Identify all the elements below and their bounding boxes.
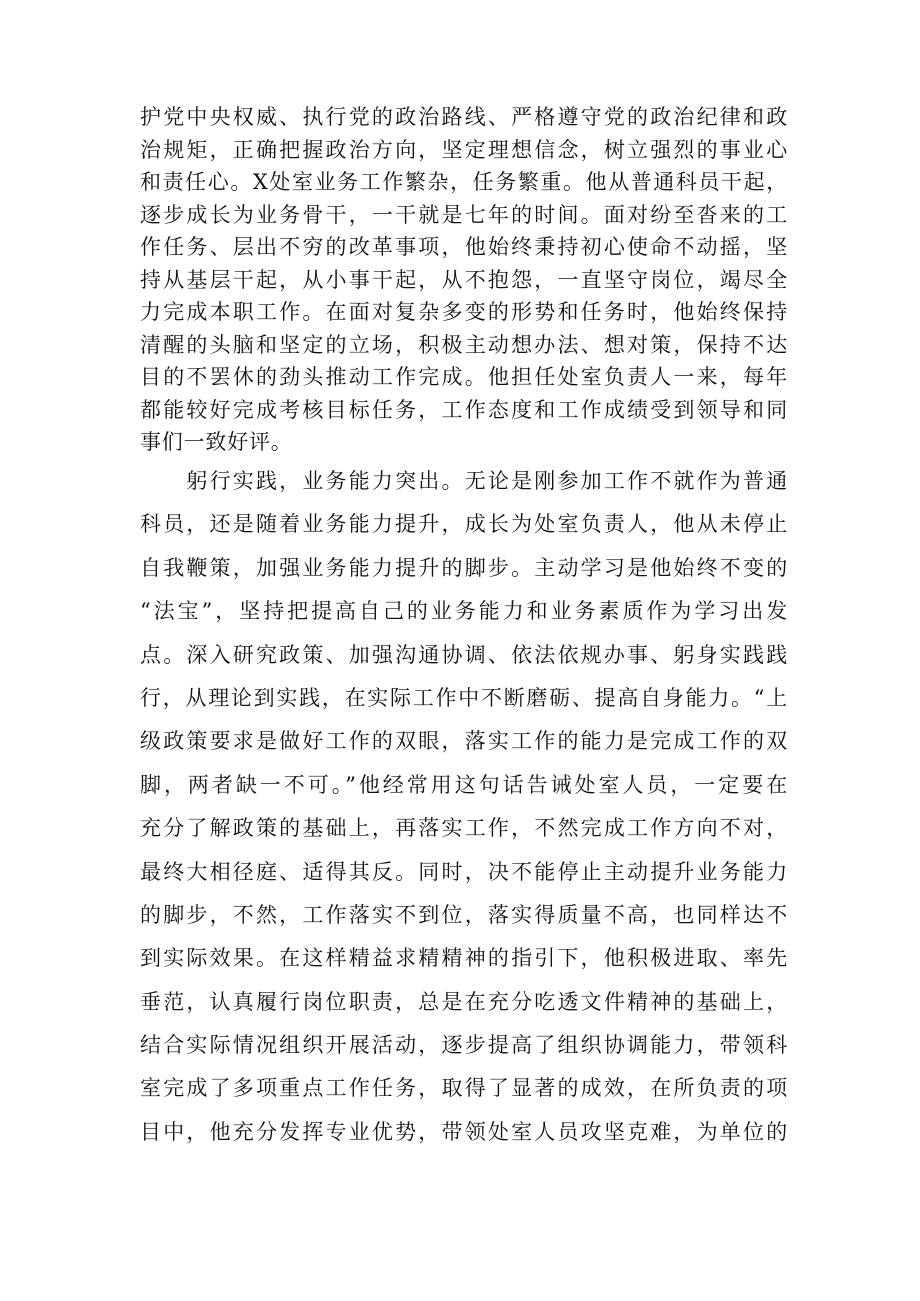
- text-line: 治规矩，正确把握政治方向，坚定理想信念，树立强烈的事业心: [140, 137, 788, 162]
- text-line: 目的不罢休的劲头推动工作完成。他担任处室负责人一来，每年: [140, 365, 788, 389]
- text-line: 自我鞭策，加强业务能力提升的脚步。主动学习是他始终不变的: [140, 555, 788, 580]
- text-line: 到实际效果。在这样精益求精精神的指引下，他积极进取、率先: [140, 946, 788, 971]
- paragraph-2: [140, 460, 788, 1154]
- text-line: 垂范，认真履行岗位职责，总是在充分吃透文件精神的基础上，: [140, 989, 788, 1014]
- text-line: 点。深入研究政策、加强沟通协调、依法依规办事、躬身实践践: [140, 642, 788, 667]
- text-line: 护党中央权威、执行党的政治路线、严格遵守党的政治纪律和政: [140, 105, 788, 129]
- text-line: 都能较好完成考核目标任务，工作态度和工作成绩受到领导和同: [140, 397, 788, 422]
- text-line: 目中，他充分发挥专业优势，带领处室人员攻坚克难，为单位的: [140, 1119, 788, 1144]
- text-line: 行，从理论到实践，在实际工作中不断磨砺、提高自身能力。“上: [140, 685, 788, 710]
- text-line: 充分了解政策的基础上，再落实工作，不然完成工作方向不对，: [140, 816, 788, 841]
- text-line: 躬行实践，业务能力突出。无论是刚参加工作不就作为普通: [140, 469, 788, 493]
- text-line: 脚，两者缺一不可。”他经常用这句话告诫处室人员，一定要在: [140, 772, 788, 797]
- text-line: 科员，还是随着业务能力提升，成长为处室负责人，他从未停止: [140, 512, 788, 537]
- text-line: 最终大相径庭、适得其反。同时，决不能停止主动提升业务能力: [140, 859, 788, 884]
- text-line: 作任务、层出不穷的改革事项，他始终秉持初心使命不动摇，坚: [140, 235, 788, 259]
- text-line: 持从基层干起，从小事干起，从不抱怨，一直坚守岗位，竭尽全: [140, 267, 788, 292]
- text-line: 的脚步，不然，工作落实不到位，落实得质量不高，也同样达不: [140, 902, 788, 927]
- text-line: 力完成本职工作。在面对复杂多变的形势和任务时，他始终保持: [140, 300, 788, 324]
- text-line: 室完成了多项重点工作任务，取得了显著的成效，在所负责的项: [140, 1076, 788, 1101]
- text-line: 清醒的头脑和坚定的立场，积极主动想办法、想对策，保持不达: [140, 332, 788, 357]
- text-line: 逐步成长为业务骨干，一干就是七年的时间。面对纷至沓来的工: [140, 202, 788, 227]
- text-line: 和责任心。X处室业务工作繁杂，任务繁重。他从普通科员干起，: [140, 170, 788, 194]
- text-line: “法宝”，坚持把提高自己的业务能力和业务素质作为学习出发: [140, 599, 788, 624]
- text-line: 级政策要求是做好工作的双眼，落实工作的能力是完成工作的双: [140, 729, 788, 754]
- paragraph-1: [140, 101, 788, 459]
- text-line: 结合实际情况组织开展活动，逐步提高了组织协调能力，带领科: [140, 1033, 788, 1058]
- text-line: 事们一致好评。: [140, 430, 293, 454]
